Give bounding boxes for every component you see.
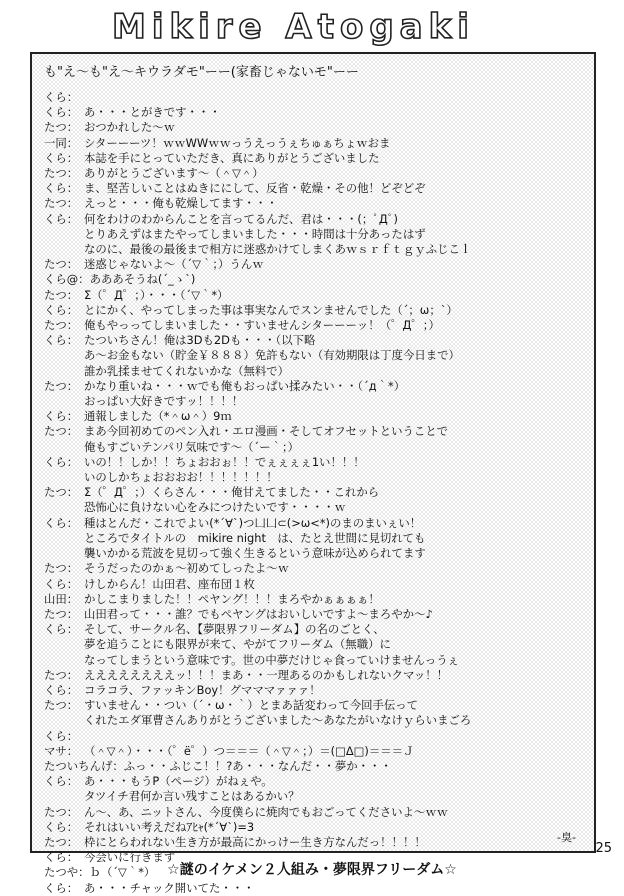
dialogue-text: ま、堅苦しいことはぬきににして、反省・乾燥・その他！どぞどぞ	[84, 181, 426, 196]
dialogue-text: なってしまうという意味です。世の中夢だけじゃ食っていけませんっうぇ	[84, 652, 459, 667]
speaker-label: くら：	[44, 515, 79, 530]
dialogue-text: 山田君って・・・誰？でもペヤングはおいしいですよ～まろやか～♪	[84, 606, 433, 621]
dialogue-text: とにかく、やってしまった事は事実なんでスンませんでした（´；ω；`）	[84, 302, 458, 317]
speaker-label: たつ：	[44, 804, 79, 819]
speaker-label: くら：	[44, 819, 79, 834]
speaker-label: くら：	[44, 880, 79, 895]
dialogue-line	[44, 683, 584, 698]
dialogue-line	[44, 592, 584, 607]
dialogue-text: 通報しました（*＾ω＾）9ｍ	[84, 409, 232, 424]
speaker-label: くら：	[44, 302, 79, 317]
dialogue-text: そうだったのかぁ～初めてしったよ～ｗ	[84, 561, 290, 576]
dialogue-text: 種はとんだ・これでよい(*´∀`)つ凵凵⊂(>ω<*)のまのまいぇい！	[84, 515, 422, 530]
dialogue-text: あ・・・もうP（ページ）がねぇや。	[84, 774, 273, 789]
dialogue-line	[44, 348, 584, 363]
dialogue-line	[44, 698, 584, 713]
dialogue-text: 俺もすごいテンパリ気味です～（´ー｀；）	[84, 439, 300, 454]
speaker-label: たつ：	[44, 378, 79, 393]
speaker-label: くら：	[44, 576, 79, 591]
dialogue-text: すいません・・つい（´・ω・｀）とまあ話変わって今回手伝って	[84, 698, 419, 713]
dialogue-text: あ～お金もない（貯金￥８８８）免許もない（有効期限は丁度今日まで）	[84, 348, 460, 363]
dialogue-text: ｂ（´▽｀*）	[89, 865, 156, 880]
speaker-label: たつ：	[44, 120, 79, 135]
dialogue-text: タツイチ君何か言い残すことはあるかい？	[84, 789, 300, 804]
dialogue-line	[44, 500, 584, 515]
dialogue-text: なのに、最後の最後まで相方に迷惑かけてしまくあｗｓｒｆｔｇｙふじこｌ	[84, 242, 472, 257]
speaker-label: たつ：	[44, 257, 79, 272]
speaker-label: たつ：	[44, 561, 79, 576]
speaker-label: たつ：	[44, 698, 79, 713]
speaker-label: たつ：	[44, 166, 79, 181]
caption: ☆謎のイケメン２人組み・夢限界フリーダム☆	[167, 862, 457, 878]
speaker-label: くら：	[44, 850, 79, 865]
dialogue-line	[44, 713, 584, 728]
dialogue-line	[44, 470, 584, 485]
dialogue-line	[44, 607, 584, 622]
dialogue-text: Σ（゜Д゜；）くらさん・・・俺甘えてました・・これから	[84, 485, 380, 500]
dialogue-line	[44, 835, 584, 850]
speaker-label: くら：	[44, 454, 79, 469]
speaker-label: くら：	[44, 181, 79, 196]
speaker-label: たつ：	[44, 606, 79, 621]
dialogue-line	[44, 516, 584, 531]
dialogue-line	[44, 394, 584, 409]
dialogue-text: それはいい考えだねｱﾋｬ(*´∀`)=3	[84, 819, 255, 834]
dialogue-line	[44, 455, 584, 470]
dialogue-text: そして、サークル名、【夢限界フリーダム】の名のごとく、	[84, 622, 385, 637]
dialogue-line	[44, 759, 584, 774]
dialogue-line	[44, 805, 584, 820]
dialogue-line	[44, 668, 584, 683]
speaker-label: マサ：	[44, 743, 79, 758]
speaker-label: たつ：	[44, 196, 79, 211]
dialogue-line	[44, 546, 584, 561]
dialogue-line	[44, 288, 584, 303]
dialogue-text: ん～、あ、ニットさん、今度僕らに焼肉でもおごってくださいよ～ｗｗ	[84, 804, 449, 819]
page-number: 25	[595, 841, 612, 856]
dialogue-text: おっぱい大好きですッ！！！！	[84, 394, 244, 409]
dialogue-text: 恐怖心に負けない心をみにつけたいです・・・・ｗ	[84, 500, 346, 515]
dialogue-line	[44, 212, 584, 227]
speaker-label: 山田：	[44, 591, 79, 606]
dialogue-text: おつかれした～ｗ	[84, 120, 176, 135]
page-title-text: Mikire Atogaki	[112, 7, 475, 47]
dialogue-line	[44, 196, 584, 211]
speaker-label: たつ：	[44, 318, 79, 333]
dialogue-text: あ・・・とがきです・・・	[84, 105, 221, 120]
dialogue-line	[44, 272, 584, 287]
dialogue-text: えっと・・・俺も乾燥してます・・・	[84, 196, 278, 211]
speaker-label: くら：	[44, 728, 79, 743]
signature: -臭-	[557, 831, 576, 844]
dialogue-line	[44, 105, 584, 120]
dialogue-text: ところでタイトルの mikire night は、たとえ世間に見切れても	[84, 530, 426, 545]
dialogue-text: 今会いに行きます	[84, 850, 176, 865]
dialogue-text: 俺もやっってしまいました・・すいませんシターーーッ！（゜Д゜；）	[84, 318, 440, 333]
dialogue-text: とりあえずはまたやってしまいました・・・時間は十分あったはず	[84, 226, 426, 241]
dialogue-line	[44, 151, 584, 166]
dialogue-text: ふっ・・ふじこ！！?あ・・・なんだ・・夢か・・・	[123, 758, 392, 773]
speaker-label: くら：	[44, 622, 79, 637]
dialogue-line	[44, 622, 584, 637]
dialogue-text: いの！！しか！！ちょおおぉ！！でぇぇぇぇ1い！！！	[84, 454, 365, 469]
dialogue-line	[44, 440, 584, 455]
dialogue-line	[44, 485, 584, 500]
dialogue-line	[44, 653, 584, 668]
dialogue-text: コラコラ、ファッキンBoy！グマママァァァ！	[84, 682, 321, 697]
dialogue-text: くれたエダ軍曹さんありがとうございました～あなたがいなけｙらいまごろ	[84, 713, 472, 728]
speaker-label: たつや：	[44, 865, 90, 880]
dialogue-text: （＾▽＾）・・・（゜ё゜）つ＝＝＝（＾▽＾；）＝(□Δ□)＝＝＝Ｊ	[84, 743, 415, 758]
dialogue-line	[44, 531, 584, 546]
speaker-label: くら：	[44, 774, 79, 789]
dialogue-text: かなり重いね・・・ｗでも俺もおっぱい揉みたい・・（´д｀*）	[84, 378, 406, 393]
speaker-label: たつ：	[44, 424, 79, 439]
dialogue-text: まあ今回初めてのペン入れ・エロ漫画・そしてオフセットということで	[84, 424, 449, 439]
dialogue-line	[44, 333, 584, 348]
speaker-label: 一同：	[44, 135, 79, 150]
speaker-label: くら：	[44, 211, 79, 226]
dialogue-line	[44, 820, 584, 835]
dialogue-text: 枠にとらわれない生き方が最高にかっけー生き方なんだっ！！！！	[84, 834, 426, 849]
dialogue-text: 何をわけのわからんことを言ってるんだ、君は・・・(；ﾟДﾟ)	[84, 211, 398, 226]
speaker-label: くら：	[44, 105, 79, 120]
dialogue-text: けしからん！山田君、座布団１枚	[84, 576, 255, 591]
speaker-label: たつ：	[44, 485, 79, 500]
dialogue-line	[44, 227, 584, 242]
dialogue-line	[44, 729, 584, 744]
dialogue-line	[44, 303, 584, 318]
dialogue-line	[44, 744, 584, 759]
dialogue-text: 迷惑じゃないよ～（´▽｀；）うんｗ	[84, 257, 264, 272]
speaker-label: たつ：	[44, 667, 79, 682]
dialogue-text: たついちさん！俺は3Dも2Dも・・・（以下略	[84, 333, 316, 348]
dialogue-line	[44, 90, 584, 105]
dialogue-text: 夢を追うことにも限界が来て、やがてフリーダム（無職）に	[84, 637, 391, 652]
page-title	[112, 6, 512, 46]
dialogue-line	[44, 774, 584, 789]
dialogue-line	[44, 181, 584, 196]
dialogue-text: 襲いかかる荒波を見切って強く生きるという意味が込められてます	[84, 546, 426, 561]
speaker-label: たついちんげ：	[44, 758, 124, 773]
dialogue-text: シターーーツ！ｗｗWWｗｗっうえっうぇちゅぁちょｗおま	[84, 135, 391, 150]
speaker-label: くら：	[44, 150, 79, 165]
dialogue-text: かしこまりました！！ペヤング！！！まろやかぁぁぁぁ！	[84, 591, 380, 606]
dialogue-line	[44, 637, 584, 652]
dialogue-text: Σ（゜Д゜；）・・・（´▽｀*）	[84, 287, 229, 302]
dialogue-line	[44, 136, 584, 151]
dialogue-text: あああそうね(´_ゝ`)	[89, 272, 196, 287]
speaker-label: くら@：	[44, 272, 90, 287]
dialogue-text: いのしかちょおおおお！！！！！！！	[84, 470, 278, 485]
dialogue-line	[44, 242, 584, 257]
dialogue-line	[44, 318, 584, 333]
speaker-label: たつ：	[44, 834, 79, 849]
dialogue-line	[44, 577, 584, 592]
dialogue-text: ありがとうございます～（＾▽＾）	[84, 166, 264, 181]
dialogue-line	[44, 424, 584, 439]
dialogue-text: あ・・・チャック開いてた・・・	[84, 880, 255, 895]
speaker-label: くら：	[44, 682, 79, 697]
dialogue-line	[44, 166, 584, 181]
dialogue-line	[44, 379, 584, 394]
speaker-label: たつ：	[44, 287, 79, 302]
header-line: も"え～も"え～キウラダモ"ーー(家畜じゃないモ"ーー	[44, 65, 359, 80]
dialogue-text: ええええええええッ！！！まあ・・一理あるのかもしれないクマッ！！	[84, 667, 449, 682]
dialogue-text: 本誌を手にとっていただき、真にありがとうございました	[84, 150, 380, 165]
dialogue-line	[44, 561, 584, 576]
dialogue-line	[44, 409, 584, 424]
dialogue-text: 誰か乳揉ませてくれないかな（無料で）	[84, 363, 290, 378]
dialogue-line	[44, 364, 584, 379]
speaker-label: くら：	[44, 409, 79, 424]
dialogue-list	[44, 90, 584, 896]
dialogue-line	[44, 257, 584, 272]
dialogue-line	[44, 881, 584, 896]
dialogue-line	[44, 120, 584, 135]
speaker-label: くら：	[44, 90, 79, 104]
dialogue-line	[44, 789, 584, 804]
speaker-label: くら：	[44, 333, 79, 348]
